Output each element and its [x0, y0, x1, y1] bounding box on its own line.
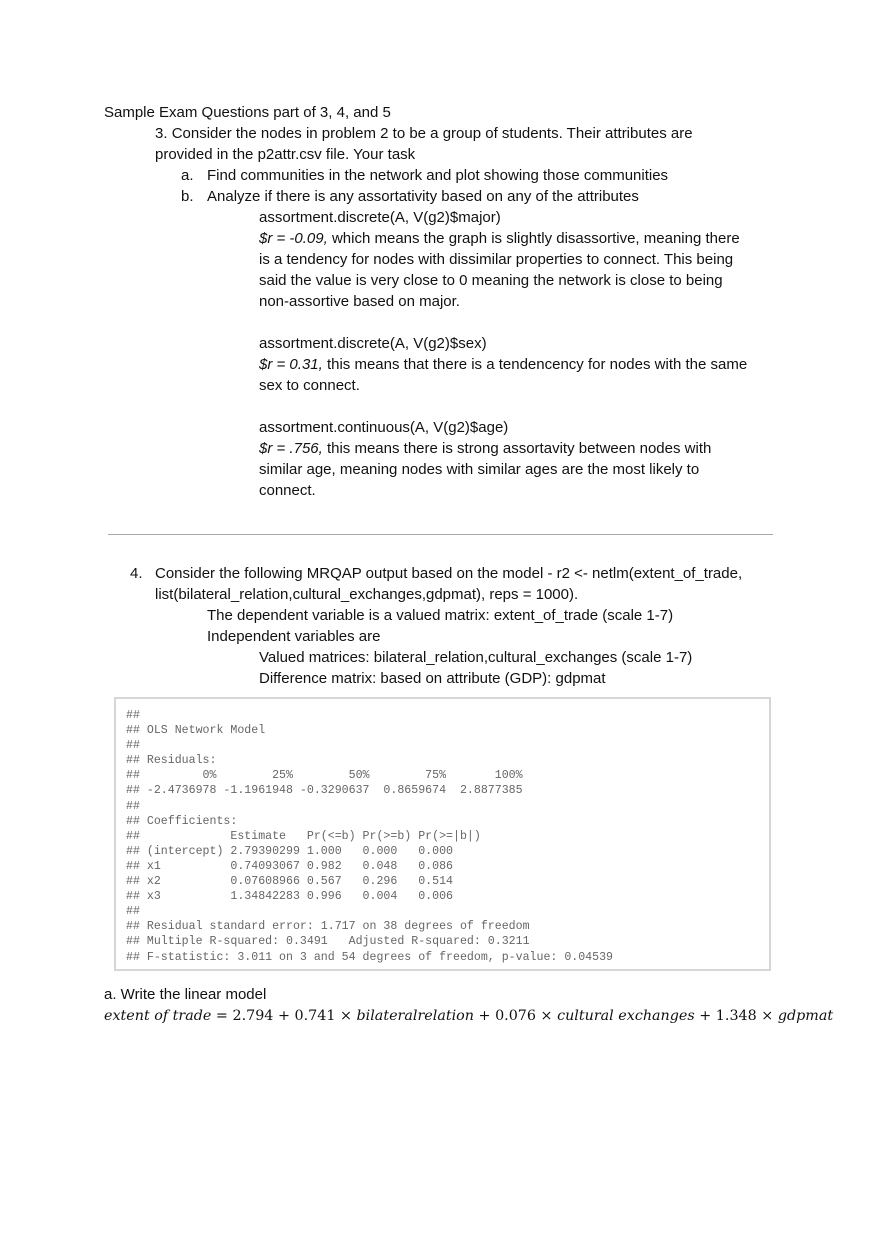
eq-sign: =: [211, 1008, 233, 1024]
eq-times: ×: [335, 1008, 357, 1024]
major-explanation-line: said the value is very close to 0 meaning the network is close to being: [259, 272, 723, 289]
q3-line1: [155, 123, 693, 144]
sex-r-value: $r = 0.31,: [259, 356, 323, 373]
sex-explanation: this means that there is a tendencency for nodes with the same: [322, 356, 748, 373]
major-result: [259, 228, 740, 249]
eq-var-3: gdpmat: [777, 1008, 834, 1024]
eq-var-2: cultural exchanges: [557, 1008, 695, 1024]
age-explanation-line: connect.: [259, 482, 316, 499]
q4-dependent: The dependent variable is a valued matrix: extent_of_trade (scale 1-7): [207, 607, 674, 624]
eq-plus: +: [473, 1008, 496, 1024]
eq-times: ×: [536, 1008, 558, 1024]
sex-code: assortment.discrete(A, V(g2)$sex): [259, 335, 487, 352]
q4-number: 4.: [130, 565, 143, 582]
horizontal-divider: [108, 534, 773, 535]
q4-part-a-prompt: a. Write the linear model: [104, 986, 267, 1003]
major-r-value: $r = -0.09,: [259, 230, 328, 247]
q3-item-a-text: Find communities in the network and plot showing those communities: [207, 167, 669, 184]
eq-plus: +: [694, 1008, 716, 1024]
sex-explanation-line: sex to connect.: [259, 377, 360, 394]
eq-coef-1: 0.741: [294, 1008, 336, 1024]
q4-valued-matrices: Valued matrices: bilateral_relation,cultural_exchanges (scale 1-7): [259, 649, 693, 666]
linear-model-equation: [104, 1006, 833, 1027]
eq-intercept: 2.794: [232, 1008, 274, 1024]
age-result: [259, 438, 711, 459]
q4-line1: Consider the following MRQAP output based on the model - r2 <- netlm(extent_of_trade,: [155, 565, 743, 582]
age-explanation: this means there is strong assortavity between nodes with: [322, 440, 712, 457]
eq-var-1: bilateralrelation: [356, 1008, 474, 1024]
sex-result: [259, 354, 747, 375]
eq-plus: +: [273, 1008, 295, 1024]
q3-item-b-text: Analyze if there is any assortativity based on any of the attributes: [207, 188, 639, 205]
eq-coef-3: 1.348: [715, 1008, 757, 1024]
mrqap-output-image: [114, 697, 771, 971]
q4-difference-matrix: Difference matrix: based on attribute (GDP): gdpmat: [259, 670, 606, 687]
q4-line2: list(bilateral_relation,cultural_exchanges,gdpmat), reps = 1000).: [155, 586, 579, 603]
age-r-value: $r = .756,: [259, 440, 323, 457]
mrqap-output-text: ## ## OLS Network Model ## ## Residuals: ## 0% 25% 50% 75% 100% ## -2.4736978 -1.1961948 -0.3290637 0.8659674 2.8877385 ## ## Coefficients: ## Estimate Pr(<=b) Pr(>=b) Pr(>=|b|) ## (intercept) 2.79390299 1.000 0.000 0.000 ## x1 0.74093067 0.982 0.048 0.086 ## x2 0.07608966 0.567 0.296 0.514 ## x3 1.34842283 0.996 0.004 0.006 ## ## Residual standard error: 1.717 on 38 degrees of freedom ## Multiple R-squared: 0.3491 Adjusted R-squared: 0.3211 ## F-statistic: 3.011 on 3 and 54 degrees of freedom, p-value: 0.04539: [126, 709, 614, 964]
major-explanation-line: non-assortive based on major.: [259, 293, 460, 310]
q3-item-a-label: a.: [181, 167, 194, 184]
document-header: Sample Exam Questions part of 3, 4, and 5: [104, 104, 391, 121]
major-code: assortment.discrete(A, V(g2)$major): [259, 209, 501, 226]
q3-line2: provided in the p2attr.csv file. Your task: [155, 146, 416, 163]
major-explanation: which means the graph is slightly disassortive, meaning there: [327, 230, 740, 247]
eq-times: ×: [756, 1008, 778, 1024]
age-code: assortment.continuous(A, V(g2)$age): [259, 419, 509, 436]
eq-coef-2: 0.076: [495, 1008, 536, 1024]
age-explanation-line: similar age, meaning nodes with similar ages are the most likely to: [259, 461, 700, 478]
q4-independent: Independent variables are: [207, 628, 381, 645]
q3-item-b-label: b.: [181, 188, 194, 205]
q3-text: Consider the nodes in problem 2 to be a group of students. Their attributes are: [171, 125, 693, 142]
q3-number: 3.: [155, 125, 168, 142]
major-explanation-line: is a tendency for nodes with dissimilar properties to connect. This being: [259, 251, 734, 268]
eq-lhs: extent of trade: [104, 1008, 212, 1024]
